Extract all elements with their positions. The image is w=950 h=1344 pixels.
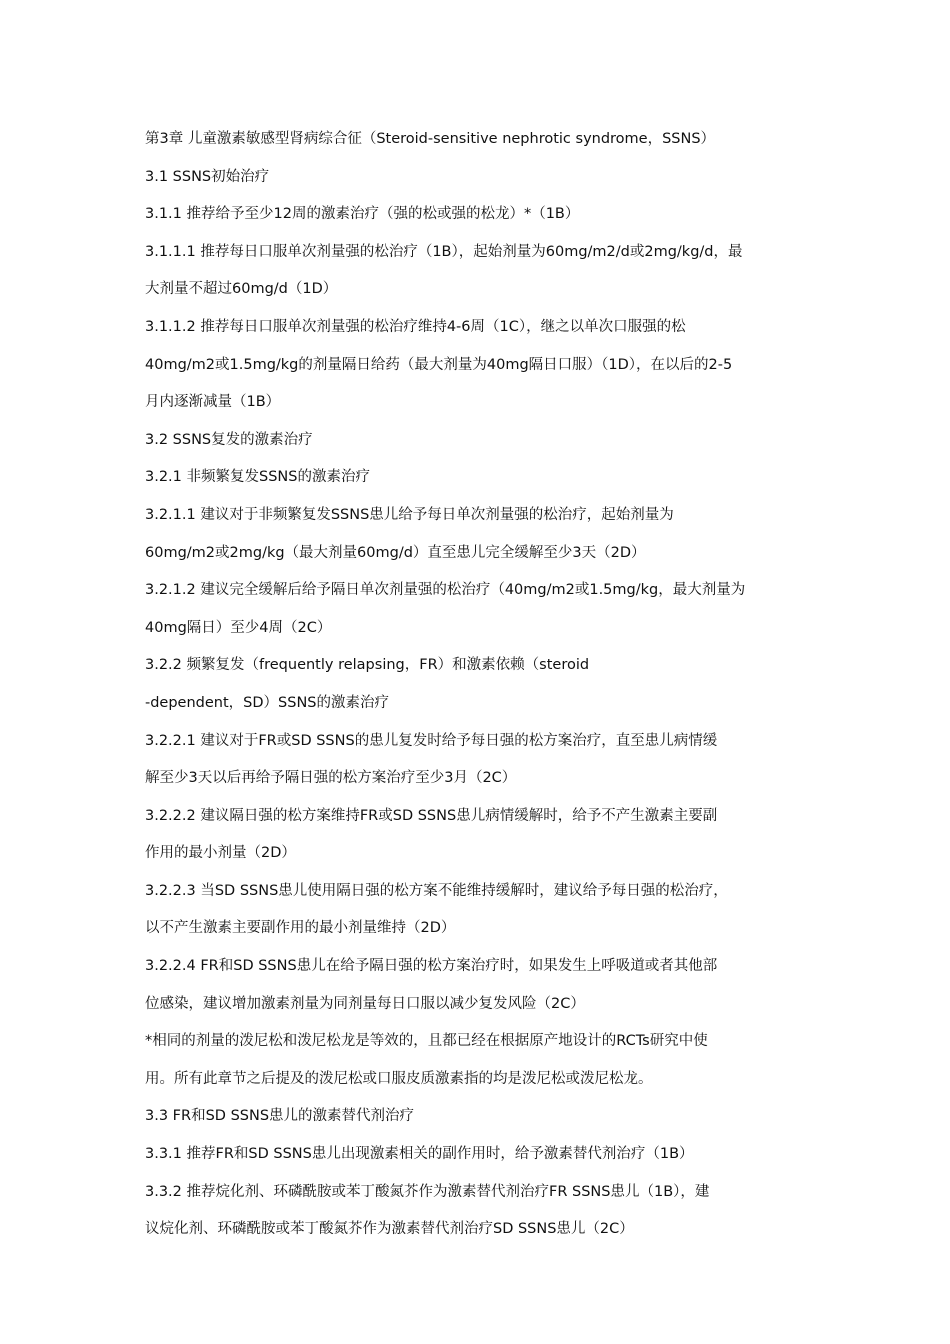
subsection-heading: 3.2.2 频繁复发（frequently relapsing，FR）和激素依赖（steroid bbox=[145, 657, 590, 674]
recommendation-line: 作用的最小剂量（2D） bbox=[145, 845, 296, 862]
chapter-title: 第3章 儿童激素敏感型肾病综合征（Steroid-sensitive nephrotic syndrome，SSNS） bbox=[145, 131, 716, 147]
footnote-line: *相同的剂量的泼尼松和泼尼松龙是等效的，且都已经在根据原产地设计的RCTs研究中使 bbox=[145, 1033, 708, 1050]
recommendation-line: 40mg/m2或1.5mg/kg的剂量隔日给药（最大剂量为40mg隔日口服）（1D），在以后的2-5 bbox=[145, 356, 733, 373]
recommendation-line: 3.1.1.1 推荐每日口服单次剂量强的松治疗（1B），起始剂量为60mg/m2/d或2mg/kg/d，最 bbox=[145, 243, 743, 260]
subsection-heading: -dependent，SD）SSNS的激素治疗 bbox=[145, 694, 390, 711]
recommendation-line: 3.2.1.2 建议完全缓解后给予隔日单次剂量强的松治疗（40mg/m2或1.5mg/kg，最大剂量为 bbox=[145, 582, 746, 599]
recommendation-line: 3.3.2 推荐烷化剂、环磷酰胺或苯丁酸氮芥作为激素替代剂治疗FR SSNS患儿（1B），建 bbox=[145, 1183, 710, 1200]
recommendation-line: 3.3.1 推荐FR和SD SSNS患儿出现激素相关的副作用时，给予激素替代剂治疗（1B） bbox=[145, 1146, 694, 1163]
recommendation-line: 大剂量不超过60mg/d（1D） bbox=[145, 281, 338, 298]
document-body bbox=[145, 121, 815, 1249]
recommendation-line: 60mg/m2或2mg/kg（最大剂量60mg/d）直至患儿完全缓解至少3天（2D） bbox=[145, 544, 646, 561]
subsection-heading: 3.2.1 非频繁复发SSNS的激素治疗 bbox=[145, 469, 370, 486]
recommendation-line: 3.1.1 推荐给予至少12周的激素治疗（强的松或强的松龙）*（1B） bbox=[145, 206, 580, 223]
recommendation-line: 议烷化剂、环磷酰胺或苯丁酸氮芥作为激素替代剂治疗SD SSNS患儿（2C） bbox=[145, 1221, 634, 1238]
recommendation-line: 3.2.2.3 当SD SSNS患儿使用隔日强的松方案不能维持缓解时，建议给予每日强的松治疗， bbox=[145, 882, 728, 899]
recommendation-line: 3.2.1.1 建议对于非频繁复发SSNS患儿给予每日单次剂量强的松治疗，起始剂量为 bbox=[145, 506, 674, 523]
recommendation-line: 3.2.2.4 FR和SD SSNS患儿在给予隔日强的松方案治疗时，如果发生上呼吸道或者其他部 bbox=[145, 958, 718, 975]
footnote-line: 用。所有此章节之后提及的泼尼松或口服皮质激素指的均是泼尼松或泼尼松龙。 bbox=[145, 1070, 653, 1087]
section-heading: 3.1 SSNS初始治疗 bbox=[145, 168, 270, 185]
recommendation-line: 月内逐渐减量（1B） bbox=[145, 394, 281, 411]
section-heading: 3.2 SSNS复发的激素治疗 bbox=[145, 431, 313, 448]
recommendation-line: 40mg隔日）至少4周（2C） bbox=[145, 619, 332, 636]
recommendation-line: 位感染，建议增加激素剂量为同剂量每日口服以减少复发风险（2C） bbox=[145, 995, 585, 1012]
recommendation-line: 以不产生激素主要副作用的最小剂量维持（2D） bbox=[145, 920, 456, 937]
recommendation-line: 3.2.2.1 建议对于FR或SD SSNS的患儿复发时给予每日强的松方案治疗，直至患儿病情缓 bbox=[145, 732, 718, 749]
section-heading: 3.3 FR和SD SSNS患儿的激素替代剂治疗 bbox=[145, 1108, 415, 1125]
recommendation-line: 3.2.2.2 建议隔日强的松方案维持FR或SD SSNS患儿病情缓解时，给予不产生激素主要副 bbox=[145, 807, 718, 824]
recommendation-line: 3.1.1.2 推荐每日口服单次剂量强的松治疗维持4-6周（1C），继之以单次口服强的松 bbox=[145, 318, 686, 335]
recommendation-line: 解至少3天以后再给予隔日强的松方案治疗至少3月（2C） bbox=[145, 770, 517, 787]
